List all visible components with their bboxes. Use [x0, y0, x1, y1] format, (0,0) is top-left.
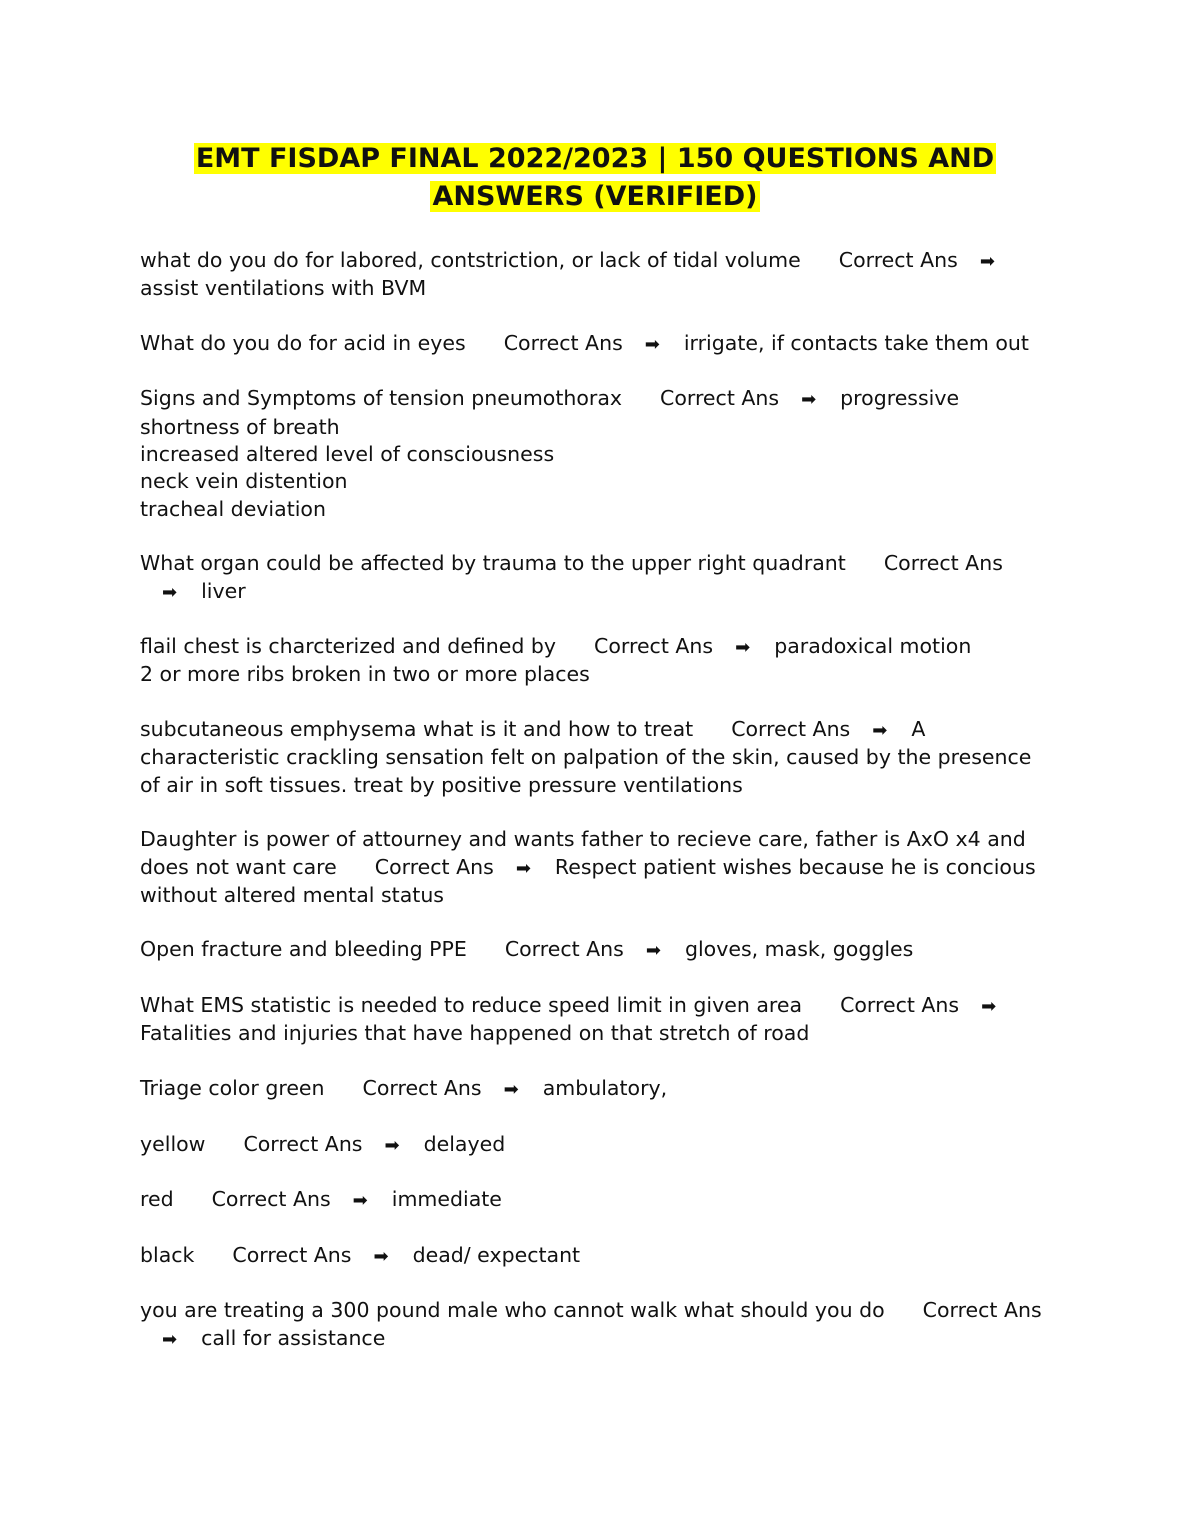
correct-answer-label: Correct Ans	[922, 1298, 1042, 1323]
question-text: black	[140, 1242, 195, 1267]
right-arrow-icon: ➡	[352, 1190, 368, 1212]
qa-item	[140, 1297, 1055, 1353]
answer-text: progressive shortness of breath	[140, 386, 960, 439]
question-text: What organ could be affected by trauma to the upper right quadrant	[140, 551, 846, 576]
question-text: Daughter is power of attourney and wants father to recieve care, father is AxO x4 and does not want care	[140, 827, 1026, 879]
question-text: you are treating a 300 pound male who cannot walk what should you do	[140, 1298, 885, 1323]
right-arrow-icon: ➡	[979, 251, 995, 272]
correct-answer-label: Correct Ans	[594, 634, 714, 659]
qa-item	[140, 247, 1055, 303]
qa-item	[140, 385, 1055, 522]
document-title	[140, 140, 1050, 216]
question-text: Triage color green	[140, 1075, 325, 1100]
right-arrow-icon: ➡	[645, 940, 661, 962]
qa-item	[140, 826, 1055, 909]
answer-text: A characteristic crackling sensation felt on palpation of the skin, caused by the presence of air in soft tissues. treat by positive pressure ventilations	[140, 717, 1032, 797]
answer-text: tracheal deviation	[140, 496, 326, 521]
answer-text: irrigate, if contacts take them out	[683, 330, 1029, 355]
qa-list	[140, 247, 1055, 1380]
answer-text: immediate	[391, 1187, 502, 1212]
right-arrow-icon: ➡	[801, 389, 817, 411]
answer-text: paradoxical motion	[774, 634, 972, 659]
question-text: red	[140, 1187, 174, 1212]
right-arrow-icon: ➡	[644, 333, 660, 355]
question-text: subcutaneous emphysema what is it and how to treat	[140, 717, 694, 742]
answer-text: call for assistance	[201, 1325, 386, 1350]
qa-item	[140, 1242, 1055, 1270]
qa-item	[140, 1186, 1055, 1214]
answer-text: neck vein distention	[140, 469, 348, 494]
answer-text: dead/ expectant	[412, 1242, 581, 1267]
right-arrow-icon: ➡	[373, 1245, 389, 1267]
qa-item	[140, 992, 1055, 1048]
right-arrow-icon: ➡	[384, 1134, 400, 1156]
qa-item	[140, 716, 1055, 799]
question-text: flail chest is charcterized and defined by	[140, 634, 557, 659]
question-text: what do you do for labored, contstriction, or lack of tidal volume	[140, 248, 801, 272]
answer-text: Respect patient wishes because he is concious without altered mental status	[140, 854, 1036, 907]
question-text: yellow	[140, 1131, 206, 1156]
right-arrow-icon: ➡	[981, 996, 997, 1018]
correct-answer-label: Correct Ans	[243, 1131, 363, 1156]
answer-text: increased altered level of consciousness	[140, 442, 555, 467]
question-text: Open fracture and bleeding PPE	[140, 937, 467, 962]
correct-answer-label: Correct Ans	[211, 1187, 331, 1212]
correct-answer-label: Correct Ans	[838, 248, 958, 272]
right-arrow-icon: ➡	[503, 1078, 519, 1100]
title-line-2: ANSWERS (VERIFIED)	[432, 181, 758, 212]
answer-text: delayed	[423, 1131, 506, 1156]
right-arrow-icon: ➡	[162, 1328, 178, 1350]
qa-item	[140, 330, 1055, 358]
qa-item	[140, 1131, 1055, 1159]
right-arrow-icon: ➡	[162, 581, 178, 603]
right-arrow-icon: ➡	[872, 720, 888, 742]
qa-item	[140, 1075, 1055, 1103]
correct-answer-label: Correct Ans	[840, 993, 960, 1018]
question-text: Signs and Symptoms of tension pneumothorax	[140, 386, 623, 411]
answer-text: 2 or more ribs broken in two or more places	[140, 662, 590, 687]
answer-text: ambulatory,	[542, 1075, 668, 1100]
answer-text: gloves, mask, goggles	[684, 937, 914, 962]
correct-answer-label: Correct Ans	[503, 330, 623, 355]
correct-answer-label: Correct Ans	[731, 717, 851, 742]
qa-item	[140, 936, 1055, 964]
title-line-1: EMT FISDAP FINAL 2022/2023 | 150 QUESTIONS AND	[195, 143, 995, 174]
question-text: What do you do for acid in eyes	[140, 330, 466, 355]
correct-answer-label: Correct Ans	[232, 1242, 352, 1267]
qa-item	[140, 550, 1055, 606]
correct-answer-label: Correct Ans	[660, 386, 780, 411]
question-text: What EMS statistic is needed to reduce speed limit in given area	[140, 993, 803, 1018]
right-arrow-icon: ➡	[515, 857, 531, 879]
correct-answer-label: Correct Ans	[362, 1075, 482, 1100]
correct-answer-label: Correct Ans	[504, 937, 624, 962]
right-arrow-icon: ➡	[735, 637, 751, 659]
answer-text: Fatalities and injuries that have happened on that stretch of road	[140, 1021, 810, 1046]
answer-text: liver	[201, 578, 246, 603]
correct-answer-label: Correct Ans	[883, 551, 1003, 576]
correct-answer-label: Correct Ans	[374, 854, 494, 879]
answer-text: assist ventilations with BVM	[140, 276, 427, 301]
qa-item	[140, 633, 1055, 689]
